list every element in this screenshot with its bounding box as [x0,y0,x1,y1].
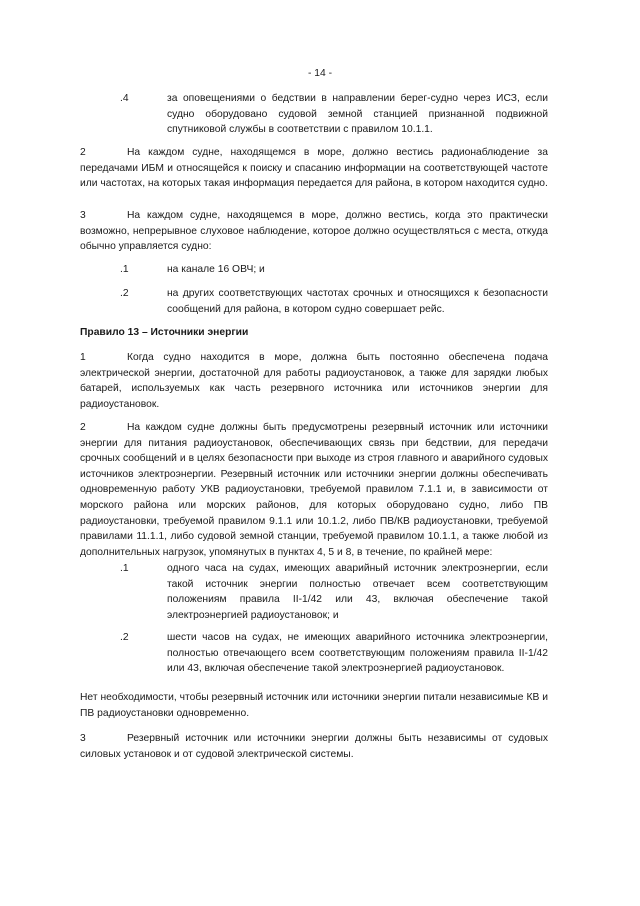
paragraph-text: На каждом судне, находящемся в море, должно вестись, когда это практически возможно, непрерывное слуховое наблюдение, которое должно осуществляться с места, откуда обычно управляется судно: [80,210,548,253]
item-number: .2 [120,632,129,643]
item-number: .4 [120,93,129,104]
list-item [120,91,548,139]
paragraph-text: Когда судно находится в море, должна быть постоянно обеспечена подача электрической энергии, достаточной для работы радиоустановок, а также для зарядки любых батарей, используемых как часть резервного источника или источников энергии для радиоустановок. [80,352,548,410]
item-text: одного часа на судах, имеющих аварийный источник электроэнергии, если такой источник энергии полностью отвечает всем соответствующим положениям правила II-1/42 или 43, включая обеспечение такой электроэнергией радиоустановок; и [167,563,548,621]
list-item [120,262,548,278]
item-text: шести часов на судах, не имеющих аварийного источника электроэнергии, полностью отвечающего всем соответствующим положениям правила II-1/42 или 43, включая обеспечение такой электроэнергией радиоустановок. [167,632,548,675]
list-item [120,630,548,694]
item-text: на других соответствующих частотах срочных и относящихся к безопасности сообщений для района, в котором судно совершает рейс. [167,288,548,315]
paragraph [80,145,548,192]
list-item [120,561,548,625]
item-number: .1 [120,264,129,275]
list-item [120,286,548,318]
paragraph-text: На каждом судне, находящемся в море, должно вестись радионаблюдение за передачами ИБМ и относящейся к поиску и спасанию информации на соответствующей частоте или частотах, на которых такая информация передается для района, в котором находится судно. [80,147,548,190]
section-heading: Правило 13 – Источники энергии [80,327,249,338]
paragraph-text: Резервный источник или источники энергии должны быть независимы от судовых силовых установок и от судовой электрической системы. [80,733,548,760]
paragraph [80,350,548,412]
paragraph-number: 2 [80,422,86,433]
paragraph [80,208,548,255]
paragraph-number: 2 [80,147,86,158]
paragraph-number: 3 [80,210,86,221]
paragraph-number: 1 [80,352,86,363]
paragraph-number: 3 [80,733,86,744]
paragraph [80,731,548,762]
paragraph-text: На каждом судне должны быть предусмотрены резервный источник или источники энергии для питания радиоустановок, обеспечивающих связь при бедствии, для передачи срочных сообщений и в целях безопасности при выходе из строя главного и аварийного судовых источников электроэнергии. Резервный источник или источники энергии должны обеспечивать одновременную работу УКВ радиоустановки, требуемой правилом 7.1.1 и, в зависимости от морского района или морских районов, для которых оборудовано судно, либо ПВ радиоустановки, требуемой правилом 9.1.1 или 10.1.2, либо ПВ/КВ радиоустановки, требуемой правилами 11.1.1, либо судовой земной станции, требуемой правилом 10.1.1, а также любой из дополнительных нагрузок, упомянутых в пунктах 4, 5 и 8, в течение, по крайней мере: [80,422,548,558]
paragraph [80,420,548,560]
item-text: за оповещениями о бедствии в направлении берег-судно через ИСЗ, если судно оборудовано судовой земной станцией признанной подвижной спутниковой службы в соответствии с правилом 10.1.1. [167,93,548,136]
paragraph: Нет необходимости, чтобы резервный источник или источники энергии питали независимые КВ и ПВ радиоустановки одновременно. [80,692,548,719]
page-number: - 14 - [307,68,333,79]
item-text: на канале 16 ОВЧ; и [167,264,265,275]
item-number: .2 [120,288,129,299]
item-number: .1 [120,563,129,574]
